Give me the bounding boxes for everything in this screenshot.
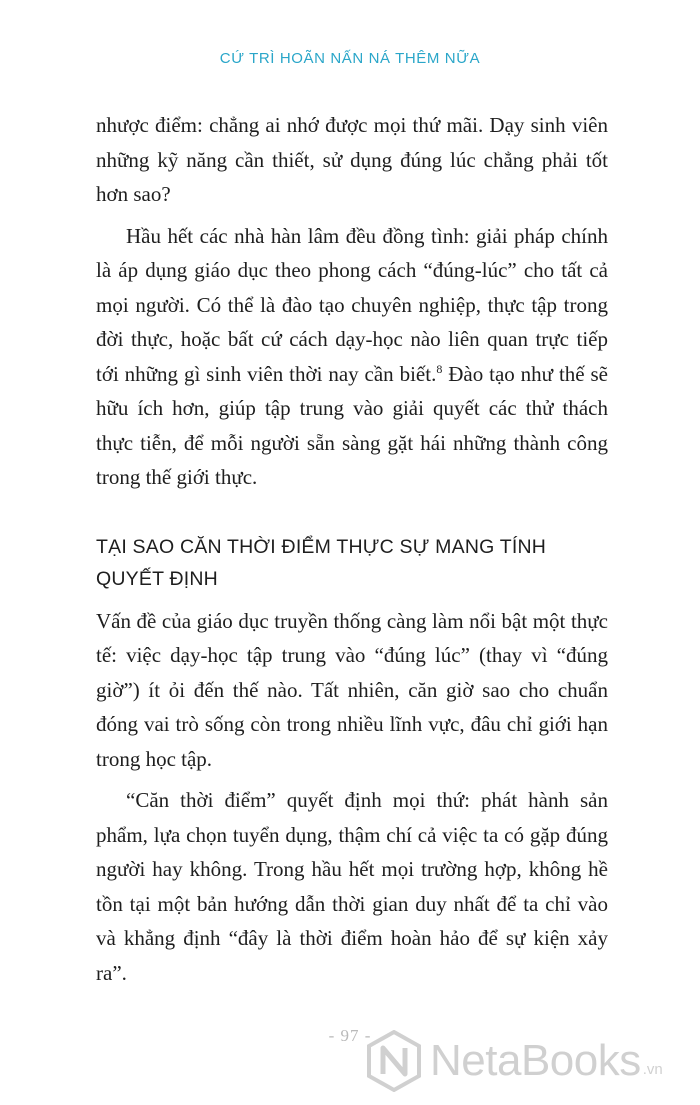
- paragraph-text-continued: Đào tạo như thế sẽ hữu ích hơn, giúp tập trung vào giải quyết các thử thách thực tiễn, để mỗi người sẵn sàng gặt hái những thành công trong thế giới thực.: [96, 361, 608, 489]
- paragraph: “Căn thời điểm” quyết định mọi thứ: phát hành sản phẩm, lựa chọn tuyển dụng, thậm chí cả việc ta có gặp đúng người hay không. Trong hầu hết mọi trường hợp, không hề tồn tại một bản hướng dẫn thời gian duy nhất để ta chỉ vào và khẳng định “đây là thời điểm hoàn hảo để sự kiện xảy ra”.: [96, 788, 608, 985]
- page-body: [96, 108, 608, 990]
- watermark: [366, 1026, 663, 1096]
- paragraph-text: Hầu hết các nhà hàn lâm đều đồng tình: giải pháp chính là áp dụng giáo dục theo phong cách “đúng-lúc” cho tất cả mọi người. Có thể là đào tạo chuyên nghiệp, thực tập trong đời thực, hoặc bất cứ cách dạy-học nào liên quan trực tiếp tới những gì sinh viên thời nay cần biết.: [96, 223, 608, 386]
- running-header: CỨ TRÌ HOÃN NẤN NÁ THÊM NỮA: [219, 50, 481, 67]
- page-number: - 97 -: [328, 1026, 372, 1045]
- paragraph: Vấn đề của giáo dục truyền thống càng làm nổi bật một thực tế: việc dạy-học tập trung vào “đúng lúc” (thay vì “đúng giờ”) ít ỏi đến thế nào. Tất nhiên, căn giờ sao cho chuẩn đóng vai trò sống còn trong nhiều lĩnh vực, đâu chỉ giới hạn trong học tập.: [96, 608, 608, 771]
- watermark-tld: .vn: [642, 1060, 663, 1078]
- paragraph-with-footnote: [96, 219, 608, 495]
- footnote-marker[interactable]: 8: [436, 361, 443, 376]
- netabooks-logo-icon: [366, 1030, 422, 1092]
- section-heading: TẠI SAO CĂN THỜI ĐIỂM THỰC SỰ MANG TÍNH QUYẾT ĐỊNH: [96, 535, 547, 590]
- watermark-brand: NetaBooks: [430, 1036, 641, 1085]
- paragraph-continued: nhược điểm: chẳng ai nhớ được mọi thứ mãi. Dạy sinh viên những kỹ năng cần thiết, sử dụng đúng lúc chẳng phải tốt hơn sao?: [96, 113, 608, 206]
